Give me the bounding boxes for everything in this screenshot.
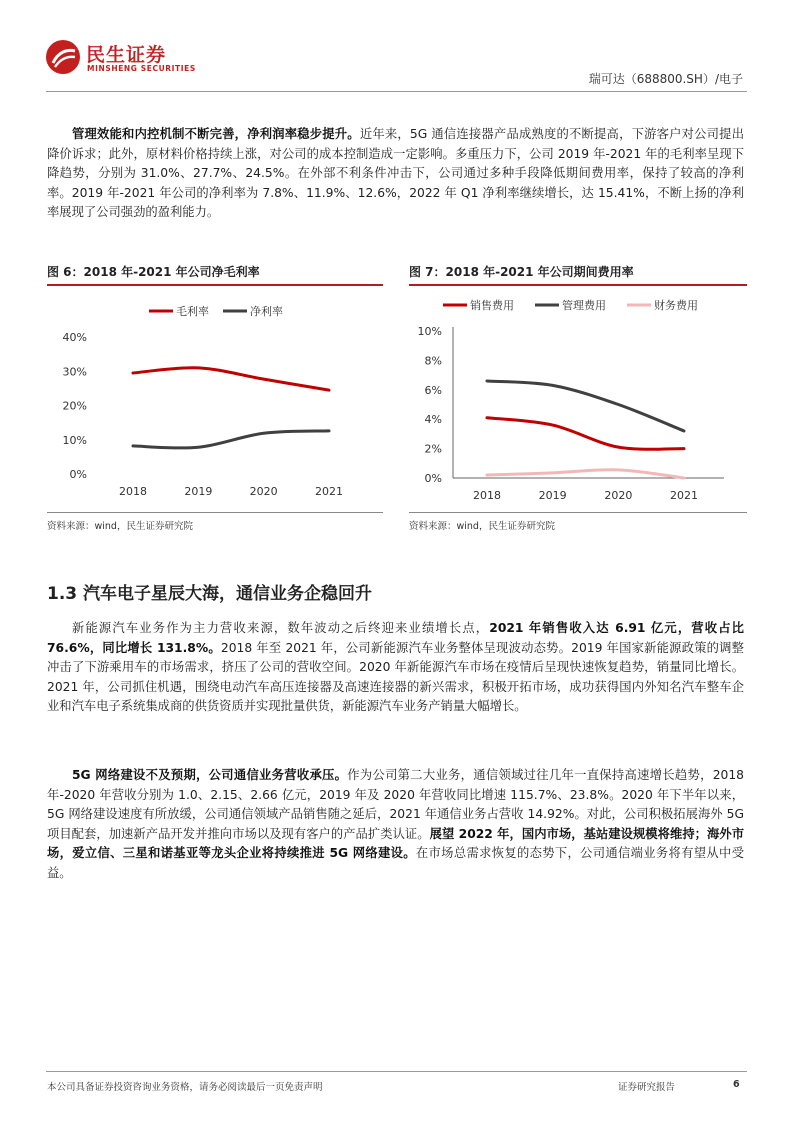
footer-doc-type: 证券研究报告 <box>618 1082 676 1093</box>
fig7-xtick-3: 2021 <box>670 489 698 502</box>
fig7-legend-label-0: 销售费用 <box>470 299 514 312</box>
p2-text-a: 作为公司第二大业务，通信领域过往几年一直保持高速增长趋势，2018 年-2020 年营收分别为 1.0、2.15、2.66 亿元，2019 年及 2020 年营收同比增速 115.7%、23.8%。2020 年下半年以来，5G 网络建设速度有所放缓，公司通信领域产品销售随之延后，2021 年通信业务占营收 14.92%。对此，公司积极拓展海外 5G 项目配套，加速新产品开发并推向市场以及现有客户的产品扩类认证。 <box>47 768 744 841</box>
p1-text-a: 新能源汽车业务作为主力营收来源，数年波动之后终迎来业绩增长点， <box>72 621 490 635</box>
p1-bold-a: 2021 年销售收入达 6.91 亿元，营收占比 76.6%，同比增长 131.8%。 <box>47 621 744 655</box>
fig7-xtick-0: 2018 <box>473 489 501 502</box>
fig6-series-line-1 <box>133 431 329 448</box>
footer-divider <box>46 1071 747 1072</box>
fig6-xtick-3: 2021 <box>315 485 343 498</box>
figure7-title-rule <box>409 284 747 286</box>
fig7-ytick-5: 10% <box>417 325 442 338</box>
fig7-xtick-1: 2019 <box>538 489 567 502</box>
fig7-ytick-2: 4% <box>424 413 442 427</box>
figure7-source: 资料来源：wind，民生证券研究院 <box>409 521 555 532</box>
section-heading: 1.3 汽车电子星辰大海，通信业务企稳回升 <box>47 584 373 604</box>
report-reference: 瑞可达（688800.SH）/电子 <box>588 72 743 86</box>
fig6-legend-label-1: 净利率 <box>250 305 283 318</box>
fig7-ytick-3: 6% <box>424 383 442 397</box>
footer-disclaimer: 本公司具备证券投资咨询业务资格，请务必阅读最后一页免责声明 <box>47 1082 323 1093</box>
fig6-xtick-1: 2019 <box>184 485 213 498</box>
fig7-ytick-4: 8% <box>424 354 442 368</box>
fig7-ytick-1: 2% <box>424 442 442 456</box>
fig6-ytick-1: 10% <box>62 433 87 447</box>
section-paragraph-1 <box>47 619 744 717</box>
figure6-title-rule <box>47 284 383 286</box>
fig6-series-line-0 <box>133 368 329 390</box>
figure6-chart <box>47 290 383 510</box>
logo-chinese-name: 民生证券 <box>86 44 167 66</box>
company-logo-icon <box>46 40 80 74</box>
section-paragraph-2 <box>47 766 744 884</box>
footer-page-number: 6 <box>733 1079 740 1090</box>
figure7-title: 图 7：2018 年-2021 年公司期间费用率 <box>409 265 634 279</box>
fig7-series-line-1 <box>487 381 684 431</box>
intro-paragraph <box>47 125 744 223</box>
logo-english-name: MINSHENG SECURITIES <box>87 64 196 73</box>
fig6-ytick-2: 20% <box>62 399 87 413</box>
fig7-legend-label-1: 管理费用 <box>562 299 606 312</box>
fig6-xtick-2: 2020 <box>249 485 278 498</box>
p1-text-b: 2018 年至 2021 年，公司新能源汽车业务整体呈现波动态势。2019 年国家新能源政策的调整冲击了下游乘用车的市场需求，挤压了公司的营收空间。2020 年新能源汽车市场在疫情后呈现快速恢复趋势，销量同比增长。2021 年，公司抓住机遇，围绕电动汽车高压连接器及高速连接器的新兴需求，积极开拓市场，成功获得国内外知名汽车整车企业和汽车电子系统集成商的供货资质并实现批量供货，新能源汽车业务产销量大幅增长。 <box>47 640 744 714</box>
intro-text: 近年来，5G 通信连接器产品成熟度的不断提高，下游客户对公司提出降价诉求；此外，原材料价格持续上涨，对公司的成本控制造成一定影响。多重压力下，公司 2019 年-2021 年的毛利率呈现下降趋势，分别为 31.0%、27.7%、24.5%。在外部不利条件冲击下，公司通过多种手段降低期间费用率，保持了较高的净利率。2019 年-2021 年公司的净利率为 7.8%、11.9%、12.6%，2022 年 Q1 净利率继续增长，达 15.41%，不断上扬的净利率展现了公司强劲的盈利能力。 <box>47 127 744 220</box>
fig7-ytick-0: 0% <box>424 472 442 485</box>
fig7-xtick-2: 2020 <box>604 489 633 502</box>
p2-text-b: 在市场总需求恢复的态势下，公司通信端业务将有望从中受益。 <box>47 846 744 880</box>
fig6-ytick-0: 0% <box>69 468 87 481</box>
fig7-series-line-0 <box>487 418 684 450</box>
p2-bold-a: 5G 网络建设不及预期，公司通信业务营收承压。 <box>72 768 348 782</box>
fig6-ytick-3: 30% <box>62 365 87 379</box>
figure6-source: 资料来源：wind，民生证券研究院 <box>47 521 193 532</box>
header-divider <box>46 91 747 92</box>
fig7-series-line-2 <box>487 470 684 478</box>
figure7-bottom-rule <box>409 512 747 513</box>
figure7-chart <box>409 290 747 510</box>
figure6-title: 图 6：2018 年-2021 年公司净毛利率 <box>47 265 260 279</box>
p2-bold-b: 展望 2022 年，国内市场，基站建设规模将维持；海外市场，爱立信、三星和诺基亚等龙头企业将持续推进 5G 网络建设。 <box>47 826 744 861</box>
figure6-bottom-rule <box>47 512 383 513</box>
fig6-xtick-0: 2018 <box>119 485 147 498</box>
fig7-legend-label-2: 财务费用 <box>654 299 698 312</box>
intro-lead: 管理效能和内控机制不断完善，净利润率稳步提升。 <box>72 127 360 141</box>
fig6-legend-label-0: 毛利率 <box>176 305 209 318</box>
fig6-ytick-4: 40% <box>62 331 87 344</box>
